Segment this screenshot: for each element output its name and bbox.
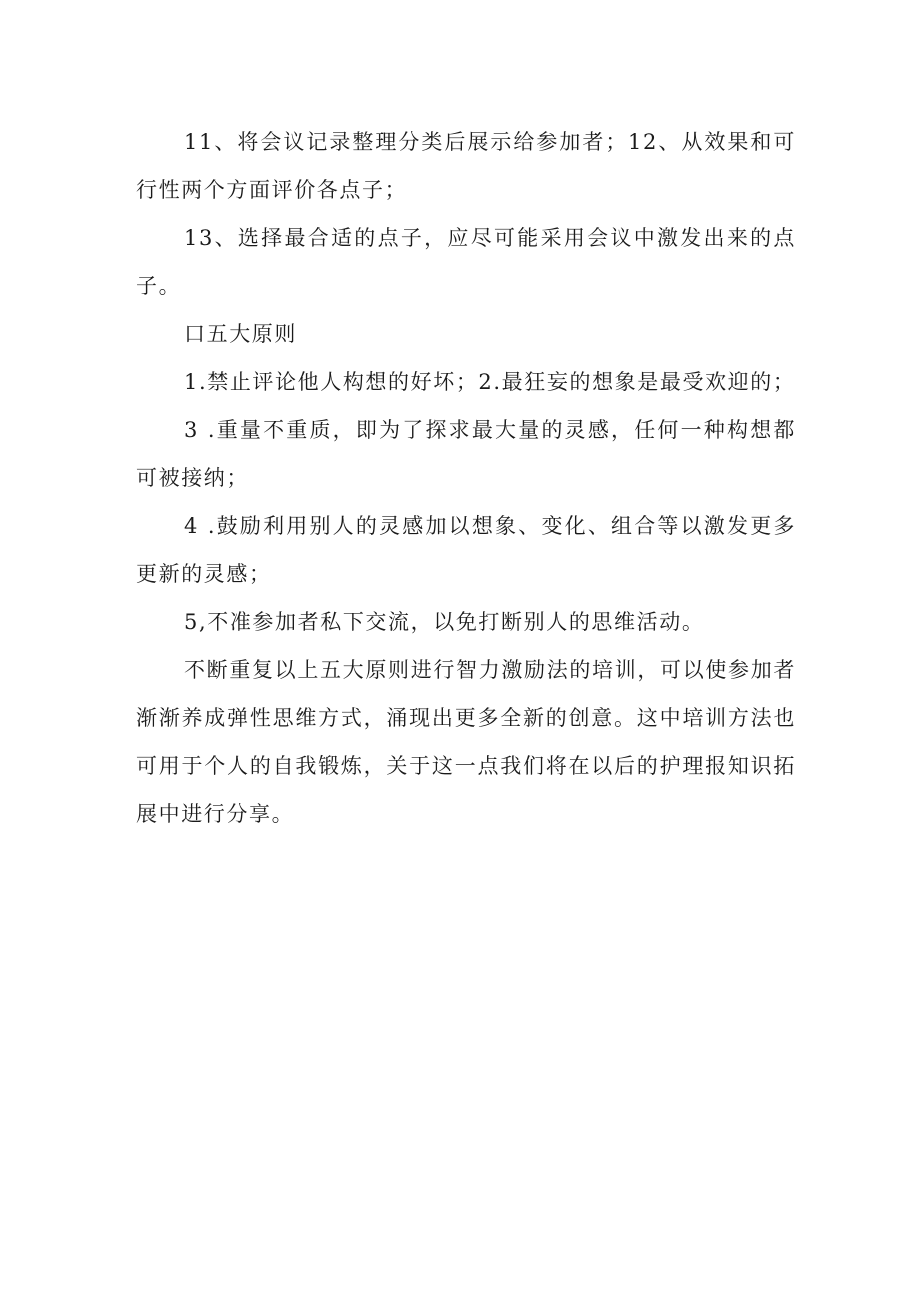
paragraph-principle-4: 4 .鼓励利用别人的灵感加以想象、变化、组合等以激发更多更新的灵感； [136, 514, 796, 586]
paragraph-steps-11-12: 11、将会议记录整理分类后展示给参加者；12、从效果和可行性两个方面评价各点子； [136, 130, 796, 202]
paragraph-principle-3: 3 .重量不重质，即为了探求最大量的灵感，任何一种构想都可被接纳； [136, 418, 796, 490]
section-heading-five-principles: 口五大原则 [184, 322, 297, 346]
paragraph-conclusion: 不断重复以上五大原则进行智力激励法的培训，可以使参加者渐渐养成弹性思维方式，涌现出更多全新的创意。这中培训方法也可用于个人的自我锻炼，关于这一点我们将在以后的护理报知识拓展中进行分享。 [136, 658, 796, 826]
paragraph-step-13: 13、选择最合适的点子，应尽可能采用会议中激发出来的点子。 [136, 226, 796, 298]
document-body [136, 118, 796, 838]
paragraph-principles-1-2: 1.禁止评论他人构想的好坏；2.最狂妄的想象是最受欢迎的； [184, 370, 796, 394]
paragraph-principle-5: 5,不准参加者私下交流，以免打断别人的思维活动。 [184, 610, 705, 634]
